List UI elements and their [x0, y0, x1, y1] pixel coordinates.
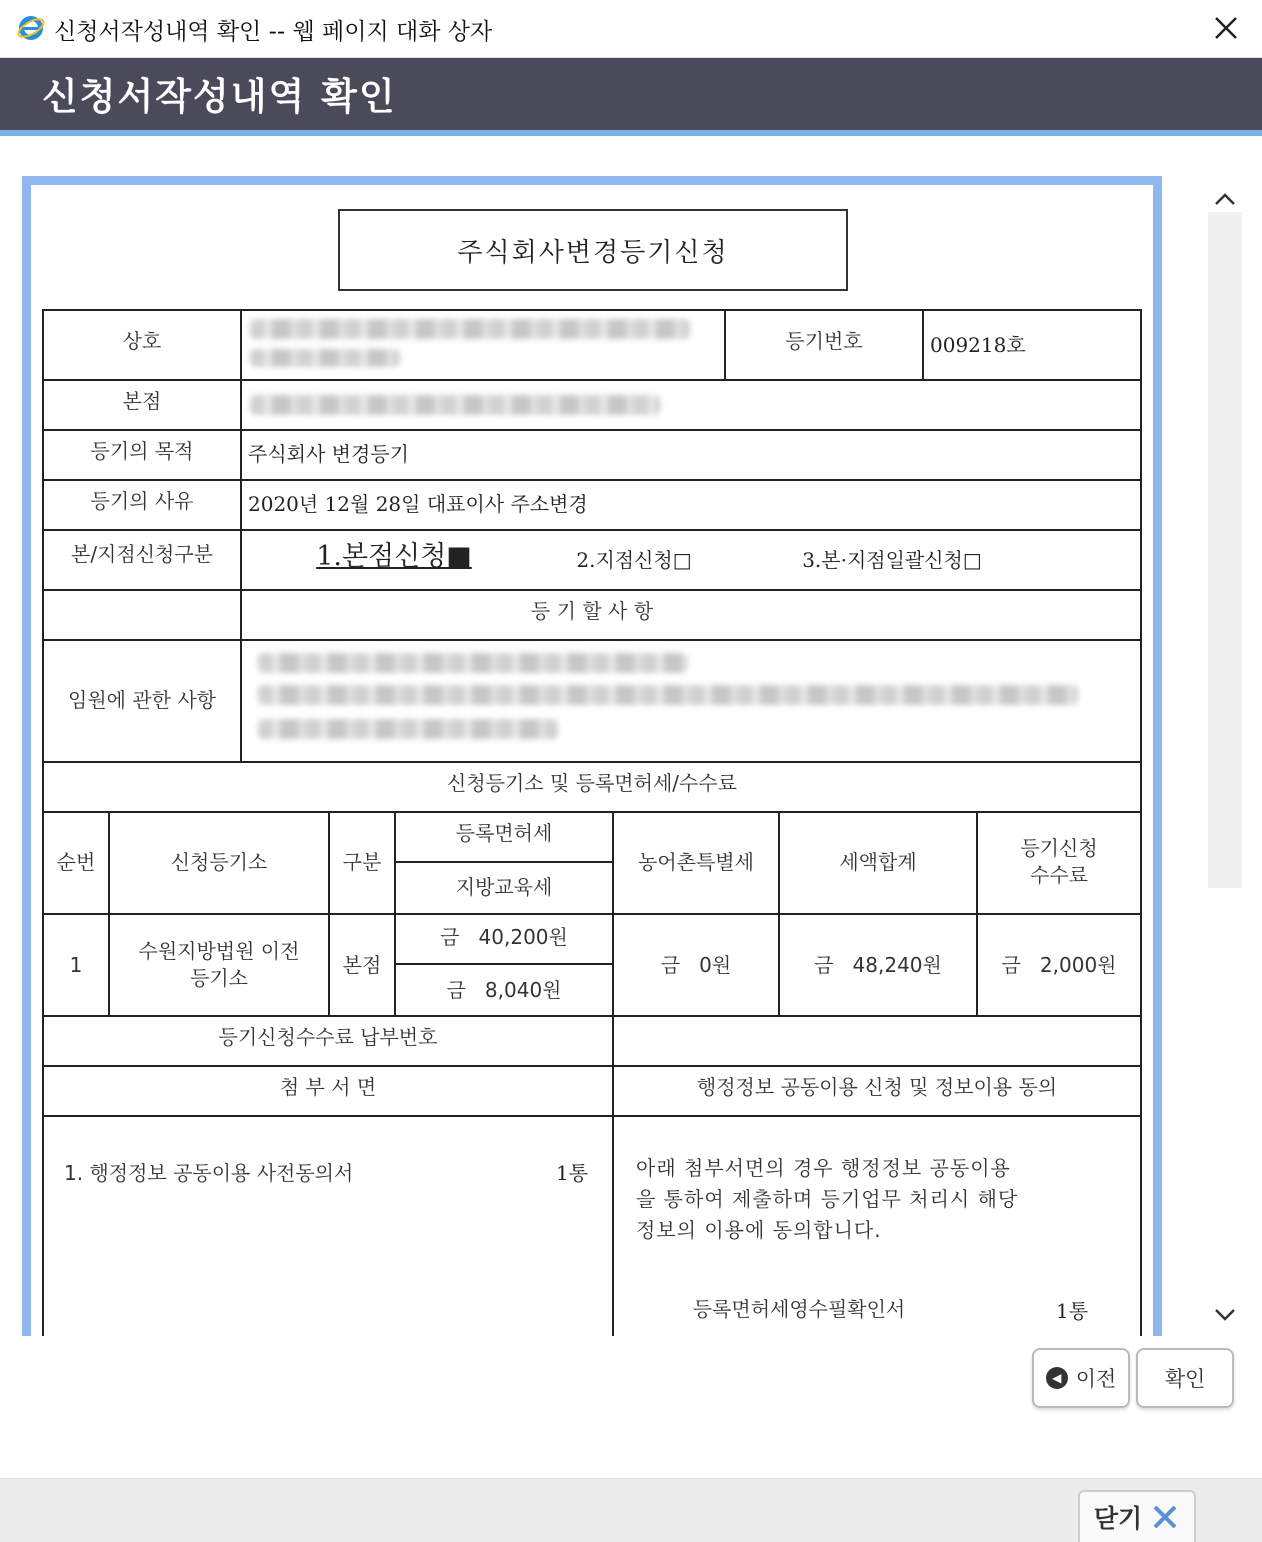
row-fee: 금 2,000원: [1001, 952, 1117, 977]
consent-text: 아래 첨부서면의 경우 행정정보 공동이용 을 통하여 제출하며 등기업무 처리시 해당 정보의 이용에 동의합니다.: [636, 1156, 1019, 1242]
branch-option-both: 3.본·지점일괄신청□: [802, 547, 982, 572]
officers-redacted-line1: [258, 653, 688, 673]
row-no: 1: [69, 952, 83, 977]
dialog-header: [0, 58, 1262, 130]
close-icon: [1150, 1502, 1180, 1532]
header-education-tax: 지방교육세: [455, 874, 553, 899]
company-name-redacted: [250, 319, 690, 339]
close-button[interactable]: [1078, 1490, 1196, 1542]
attachment-item: 1. 행정정보 공동이용 사전동의서: [64, 1160, 354, 1185]
row-license-tax: 금 40,200원: [440, 924, 568, 949]
window-close-icon[interactable]: [1208, 10, 1244, 46]
document-viewer[interactable]: [22, 176, 1162, 1336]
document-title: 주식회사변경등기신청: [457, 237, 729, 268]
attachment-count: 1통: [555, 1160, 589, 1185]
label-purpose: 등기의 목적: [90, 438, 194, 463]
purpose-value: 주식회사 변경등기: [248, 441, 409, 466]
label-consent: 행정정보 공동이용 신청 및 정보이용 동의: [696, 1074, 1058, 1099]
label-branch-type: 본/지점신청구분: [71, 541, 213, 566]
scrollbar-thumb[interactable]: [1208, 212, 1242, 888]
branch-option-branch: 2.지점신청□: [576, 547, 692, 572]
section-fees: 신청등기소 및 등록면허세/수수료: [447, 770, 737, 795]
window-title: 신청서작성내역 확인 -- 웹 페이지 대화 상자: [54, 19, 493, 45]
label-officers: 임원에 관한 사항: [68, 687, 216, 712]
row-education-tax: 금 8,040원: [446, 977, 562, 1002]
reg-number-value: 009218호: [930, 332, 1026, 357]
internet-explorer-icon: [16, 13, 46, 43]
header-no: 순번: [56, 849, 96, 874]
company-name-redacted-line2: [250, 349, 400, 367]
head-office-redacted: [250, 395, 660, 415]
dialog-footer: [0, 1478, 1262, 1542]
label-company-name: 상호: [122, 328, 162, 353]
consent-item: 등록면허세영수필확인서: [692, 1296, 906, 1321]
label-reg-number: 등기번호: [785, 328, 863, 353]
prev-button[interactable]: [1032, 1348, 1130, 1408]
header-type: 구분: [342, 849, 382, 874]
header-accent-stripe: [0, 130, 1262, 136]
confirm-button[interactable]: [1136, 1348, 1234, 1408]
branch-option-head-office: 1.본점신청■: [316, 540, 472, 572]
document-title-box: [338, 209, 848, 291]
header-license-tax: 등록면허세: [455, 820, 553, 845]
close-button-label: 닫기: [1093, 1504, 1143, 1533]
label-reason: 등기의 사유: [90, 488, 194, 513]
header-fee: 등기신청 수수료: [1020, 836, 1098, 887]
header-rural-tax: 농어촌특별세: [638, 849, 754, 874]
chevron-left-icon: ◀: [1046, 1367, 1068, 1389]
row-total-tax: 금 48,240원: [814, 952, 942, 977]
header-total-tax: 세액합계: [839, 849, 917, 874]
scroll-up-icon[interactable]: [1208, 184, 1242, 214]
row-registry: 수원지방법원 이전 등기소: [138, 939, 300, 990]
page-title: 신청서작성내역 확인: [42, 75, 397, 118]
section-matters: 등 기 할 사 항: [530, 598, 654, 623]
officers-redacted-line2: [258, 685, 1078, 705]
header-registry: 신청등기소: [170, 849, 268, 874]
confirm-button-label: 확인: [1164, 1367, 1206, 1391]
window-titlebar: [0, 0, 1262, 58]
row-rural-tax: 금 0원: [660, 952, 732, 977]
prev-button-label: 이전: [1075, 1367, 1117, 1391]
officers-redacted-line3: [258, 719, 558, 739]
consent-count: 1통: [1055, 1298, 1089, 1323]
label-attachments: 첨 부 서 면: [279, 1074, 377, 1099]
label-payment-number: 등기신청수수료 납부번호: [218, 1024, 438, 1049]
row-type: 본점: [342, 952, 382, 977]
label-head-office: 본점: [122, 388, 162, 413]
reason-value: 2020년 12월 28일 대표이사 주소변경: [248, 491, 588, 516]
scroll-down-icon[interactable]: [1208, 1300, 1242, 1330]
application-form-table: [42, 309, 1142, 1336]
